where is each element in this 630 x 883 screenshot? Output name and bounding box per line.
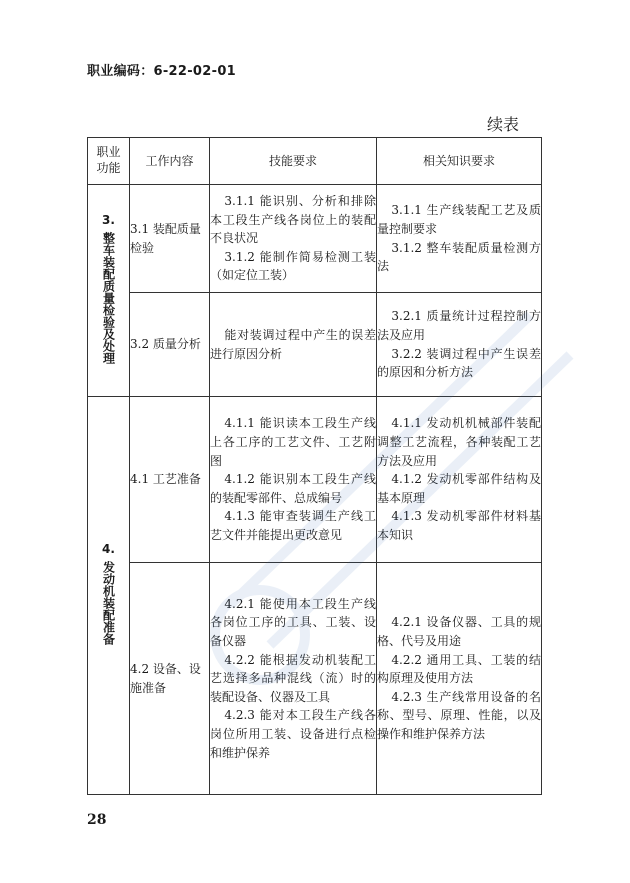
skills-table bbox=[87, 137, 542, 795]
skills-cell bbox=[210, 293, 377, 397]
table-row bbox=[88, 563, 542, 795]
table-row bbox=[88, 397, 542, 563]
column-header-function: 职业 功能 bbox=[88, 138, 130, 185]
skill-item: 4.1.2 能识别本工段生产线的装配零部件、总成编号 bbox=[210, 472, 376, 505]
skill-item: 3.1.2 能制作简易检测工装（如定位工装） bbox=[210, 249, 376, 283]
knowledge-item: 3.1.1 生产线装配工艺及质量控制要求 bbox=[377, 203, 541, 236]
knowledge-item: 4.1.3 发动机零部件材料基本知识 bbox=[377, 509, 541, 542]
column-header-skills: 技能要求 bbox=[210, 138, 377, 185]
function-cell-3 bbox=[88, 185, 130, 397]
knowledge-item: 4.1.2 发动机零部件结构及基本原理 bbox=[377, 472, 541, 505]
function-name: 整车装配质量检验及处理 bbox=[101, 232, 116, 364]
work-content-cell: 4.2 设备、设施准备 bbox=[130, 563, 210, 795]
function-number: 4. bbox=[102, 542, 115, 557]
table-row bbox=[88, 293, 542, 397]
knowledge-item: 4.2.2 通用工具、工装的结构原理及使用方法 bbox=[377, 652, 541, 686]
skill-item: 4.2.1 能使用本工段生产线各岗位工序的工具、工装、设备仪器 bbox=[210, 596, 376, 649]
knowledge-item: 3.1.2 整车装配质量检测方法 bbox=[377, 240, 541, 274]
knowledge-item: 4.2.1 设备仪器、工具的规格、代号及用途 bbox=[377, 615, 541, 649]
work-content-cell: 4.1 工艺准备 bbox=[130, 397, 210, 563]
knowledge-cell bbox=[377, 185, 542, 293]
skills-cell bbox=[210, 563, 377, 795]
skill-item: 3.1.1 能识别、分析和排除本工段生产线各岗位上的装配不良状况 bbox=[210, 194, 376, 246]
knowledge-item: 3.2.2 装调过程中产生误差的原因和分析方法 bbox=[377, 346, 541, 380]
skill-item: 能对装调过程中产生的误差进行原因分析 bbox=[210, 327, 376, 361]
knowledge-item: 3.2.1 质量统计过程控制方法及应用 bbox=[377, 309, 541, 342]
skills-cell bbox=[210, 185, 377, 293]
work-content-cell: 3.2 质量分析 bbox=[130, 293, 210, 397]
skill-item: 4.1.1 能识读本工段生产线上各工序的工艺文件、工艺附图 bbox=[210, 416, 376, 468]
knowledge-cell bbox=[377, 397, 542, 563]
knowledge-item: 4.1.1 发动机机械部件装配调整工艺流程，各种装配工艺方法及应用 bbox=[377, 416, 541, 468]
occupation-code: 职业编码：6-22-02-01 bbox=[87, 64, 237, 79]
knowledge-cell bbox=[377, 293, 542, 397]
column-header-knowledge: 相关知识要求 bbox=[377, 138, 542, 185]
knowledge-item: 4.2.3 生产线常用设备的名称、型号、原理、性能，以及操作和维护保养方法 bbox=[377, 689, 541, 741]
skill-item: 4.1.3 能审查装调生产线工艺文件并能提出更改意见 bbox=[210, 509, 376, 542]
function-name: 发动机装配准备 bbox=[101, 561, 116, 645]
work-content-cell: 3.1 装配质量检验 bbox=[130, 185, 210, 293]
table-header-row bbox=[88, 138, 542, 185]
page-number: 28 bbox=[87, 812, 107, 828]
column-header-content: 工作内容 bbox=[130, 138, 210, 185]
function-number: 3. bbox=[102, 213, 115, 228]
knowledge-cell bbox=[377, 563, 542, 795]
skills-cell bbox=[210, 397, 377, 563]
skill-item: 4.2.2 能根据发动机装配工艺选择多品种混线（流）时的装配设备、仪器及工具 bbox=[210, 652, 376, 704]
continued-label: 续表 bbox=[487, 115, 520, 134]
table-row bbox=[88, 185, 542, 293]
function-cell-4 bbox=[88, 397, 130, 795]
skill-item: 4.2.3 能对本工段生产线各岗位所用工装、设备进行点检和维护保养 bbox=[210, 708, 376, 760]
